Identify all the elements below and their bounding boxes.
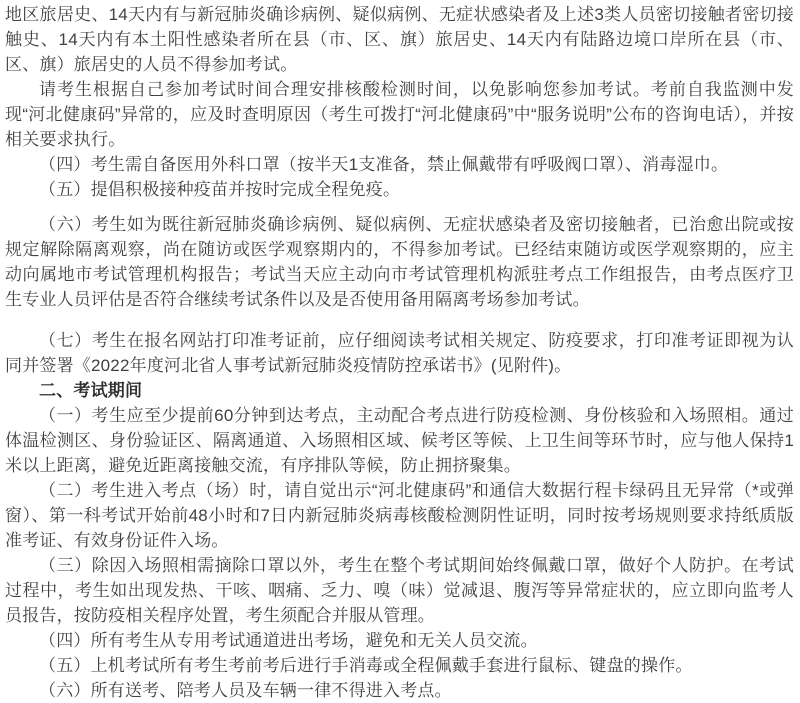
section-heading-during-exam: 二、考试期间 bbox=[39, 381, 143, 400]
list-item-during-6: （六）所有送考、陪考人员及车辆一律不得进入考点。 bbox=[39, 681, 452, 700]
list-item-pre-6: （六）考生如为既往新冠肺炎确诊病例、疑似病例、无症状感染者及密切接触者，已治愈出院或按规定解除隔离观察，尚在随访或医学观察期内的，不得参加考试。已经结束随访或医学观察期的，应主动向属地市考试管理机构报告；考试当天应主动向市考试管理机构派驻考点工作组报告，由考点医疗卫生专业人员评估是否符合继续考试条件以及是否使用备用隔离考场参加考试。 bbox=[5, 215, 794, 309]
list-item-during-5: （五）上机考试所有考生考前考后进行手消毒或全程佩戴手套进行鼠标、键盘的操作。 bbox=[39, 656, 693, 675]
list-item-during-2: （二）考生进入考点（场）时，请自觉出示“河北健康码”和通信大数据行程卡绿码且无异常（*或弹窗）、第一科考试开始前48小时和7日内新冠肺炎病毒核酸检测阴性证明，同时按考场规则要求持纸质版准考证、有效身份证件入场。 bbox=[5, 481, 794, 550]
list-item-during-4: （四）所有考生从专用考试通道进出考场，避免和无关人员交流。 bbox=[39, 631, 538, 650]
list-item-pre-7: （七）考生在报名网站打印准考证前，应仔细阅读考试相关规定、防疫要求，打印准考证即视为认同并签署《2022年度河北省人事考试新冠肺炎疫情防控承诺书》(见附件)。 bbox=[5, 331, 794, 375]
list-item-during-3: （三）除因入场照相需摘除口罩以外，考生在整个考试期间始终佩戴口罩，做好个人防护。在考试过程中，考生如出现发热、干咳、咽痛、乏力、嗅（味）觉减退、腹泻等异常症状的，应立即向监考人员报告，按防疫相关程序处置，考生须配合并服从管理。 bbox=[5, 556, 794, 625]
paragraph-continuation: 地区旅居史、14天内有与新冠肺炎确诊病例、疑似病例、无症状感染者及上述3类人员密切接触者密切接触史、14天内有本土阳性感染者所在县（市、区、旗）旅居史、14天内有陆路边境口岸所在县（市、区、旗）旅居史的人员不得参加考试。 bbox=[5, 5, 794, 74]
list-item-pre-4: （四）考生需自备医用外科口罩（按半天1支准备，禁止佩戴带有呼吸阀口罩）、消毒湿巾。 bbox=[39, 155, 729, 174]
list-item-during-1: （一）考生应至少提前60分钟到达考点，主动配合考点进行防疫检测、身份核验和入场照相。通过体温检测区、身份验证区、隔离通道、入场照相区域、候考区等候、上卫生间等环节时，应与他人保持1米以上距离，避免近距离接触交流，有序排队等候，防止拥挤聚集。 bbox=[5, 406, 794, 475]
list-item-pre-5: （五）提倡积极接种疫苗并按时完成全程免疫。 bbox=[39, 180, 401, 199]
paragraph: 请考生根据自己参加考试时间合理安排核酸检测时间，以免影响您参加考试。考前自我监测中发现“河北健康码”异常的，应及时查明原因（考生可拨打“河北健康码”中“服务说明”公布的咨询电话），并按相关要求执行。 bbox=[5, 80, 794, 149]
